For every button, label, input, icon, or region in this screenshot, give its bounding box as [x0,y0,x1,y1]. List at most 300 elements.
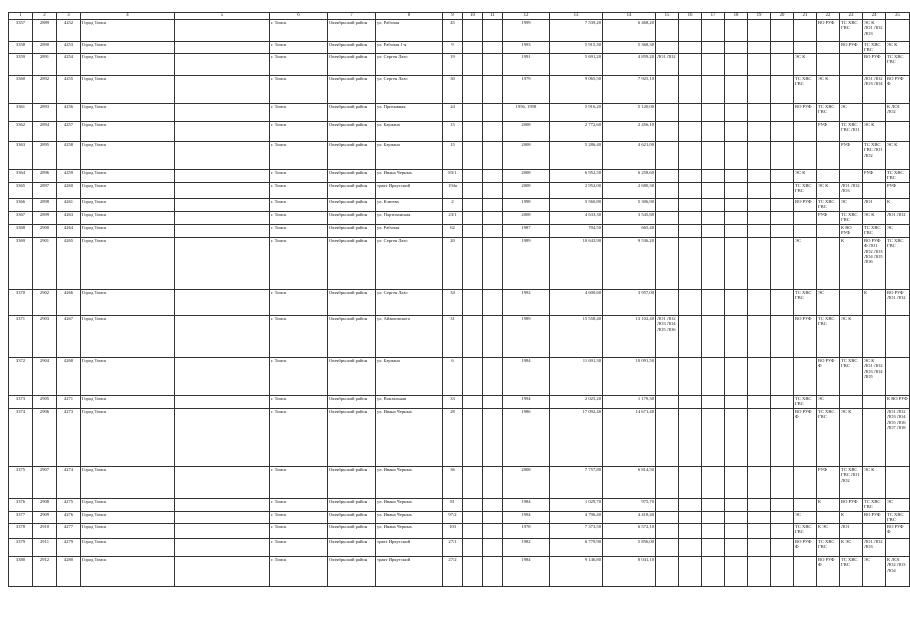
cell-col11 [483,498,503,511]
cell-col19 [748,198,771,211]
cell-blank [175,408,270,466]
column-header-24: 24 [863,13,886,20]
cell-col18 [725,75,748,103]
cell-street: ул. Рабочая [376,224,443,237]
cell-col22: ЭС [817,289,840,315]
cell-col24 [863,103,886,121]
cell-district: Октябрьский район [328,237,376,289]
cell-col18 [725,466,748,498]
cell-col18 [725,498,748,511]
cell-col15 [656,141,679,169]
cell-col15 [656,395,679,408]
cell-col10 [463,103,483,121]
cell-col16 [679,408,702,466]
cell-total-area: 2 025,20 [550,395,603,408]
cell-house-no: 33 [443,395,463,408]
cell-col25: ЭС К [886,141,910,169]
cell-col16 [679,523,702,538]
cell-record-no: 3358 [9,42,33,54]
cell-col19 [748,20,771,42]
cell-municipality: Город Томск [81,211,175,224]
cell-record-no: 3376 [9,498,33,511]
cell-build-year: 2008 [503,466,550,498]
cell-build-year: 1982 [503,538,550,556]
cell-col21: ТС ХВС ГВС [794,182,817,198]
cell-house-no: 194а [443,182,463,198]
cell-col15 [656,523,679,538]
cell-street: ул. Сергея Лазо [376,75,443,103]
cell-col19 [748,395,771,408]
cell-col15 [656,357,679,395]
cell-build-year: 1984 [503,357,550,395]
table-row [9,511,910,523]
cell-object-id: 4261 [57,198,81,211]
cell-street: тракт Иркутский [376,538,443,556]
cell-district: Октябрьский район [328,466,376,498]
cell-col21: ВО РУФ [794,315,817,357]
cell-index-no: 2912 [33,556,57,586]
cell-record-no: 3378 [9,523,33,538]
cell-col25: РУФ [886,182,910,198]
cell-col23: ЭС К [840,408,863,466]
cell-locality: г. Томск [270,315,328,357]
cell-street: ул. Сергея Лазо [376,237,443,289]
column-header-6: 6 [270,13,328,20]
cell-col18 [725,289,748,315]
cell-total-area: 2 952,00 [550,182,603,198]
cell-build-year: 1984 [503,556,550,586]
cell-col21 [794,498,817,511]
cell-district: Октябрьский район [328,498,376,511]
cell-col22 [817,237,840,289]
cell-col25 [886,315,910,357]
cell-living-area: 5 368,30 [603,42,656,54]
table-row [9,75,910,103]
cell-locality: г. Томск [270,357,328,395]
cell-col21 [794,121,817,141]
column-header-8: 8 [376,13,443,20]
cell-col11 [483,198,503,211]
cell-col19 [748,556,771,586]
cell-district: Октябрьский район [328,315,376,357]
cell-col20 [771,75,794,103]
cell-col21 [794,556,817,586]
table-row [9,141,910,169]
cell-col17 [702,121,725,141]
cell-col15: ЛО1 ЛО2 ЛО3 ЛО4 ЛО5 ЛО6 [656,315,679,357]
cell-living-area: 665,40 [603,224,656,237]
cell-col20 [771,466,794,498]
cell-locality: г. Томск [270,53,328,75]
cell-col20 [771,538,794,556]
cell-build-year: 1992 [503,289,550,315]
cell-object-id: 4271 [57,395,81,408]
cell-col19 [748,42,771,54]
cell-col10 [463,211,483,224]
cell-col11 [483,121,503,141]
cell-locality: г. Томск [270,289,328,315]
column-number-header [9,13,910,20]
cell-col23: ВО РУФ [840,42,863,54]
cell-living-area: 7 925,10 [603,75,656,103]
cell-object-id: 4264 [57,224,81,237]
cell-col17 [702,20,725,42]
cell-col19 [748,53,771,75]
cell-col18 [725,511,748,523]
cell-living-area: 975,70 [603,498,656,511]
table-row [9,20,910,42]
cell-col16 [679,511,702,523]
cell-object-id: 4266 [57,289,81,315]
cell-blank [175,511,270,523]
cell-house-no: 45 [443,20,463,42]
register-sheet [8,12,908,587]
cell-record-no: 3367 [9,211,33,224]
cell-street: ул. Сергея Лазо [376,53,443,75]
cell-col16 [679,315,702,357]
cell-municipality: Город Томск [81,237,175,289]
cell-build-year: 1984 [503,498,550,511]
cell-col21: ТС ХВС ГВС [794,289,817,315]
cell-col23: ЛО1 ЛО2 ЛО3 [840,182,863,198]
cell-col18 [725,523,748,538]
cell-index-no: 2901 [33,237,57,289]
cell-index-no: 2894 [33,121,57,141]
cell-col18 [725,211,748,224]
table-row [9,237,910,289]
table-row [9,169,910,182]
cell-index-no: 2889 [33,20,57,42]
cell-col11 [483,408,503,466]
cell-house-no: 34 [443,289,463,315]
table-row [9,538,910,556]
cell-build-year: 2008 [503,169,550,182]
cell-col18 [725,103,748,121]
cell-index-no: 2909 [33,511,57,523]
cell-record-no: 3366 [9,198,33,211]
cell-record-no: 3380 [9,556,33,586]
cell-object-id: 4256 [57,103,81,121]
cell-col19 [748,523,771,538]
cell-col20 [771,498,794,511]
cell-col17 [702,224,725,237]
cell-col23: ТС ХВС ГВС [840,211,863,224]
cell-col22: К [817,498,840,511]
cell-col17 [702,53,725,75]
cell-col10 [463,357,483,395]
cell-col24 [863,182,886,198]
cell-living-area: 4 621,00 [603,141,656,169]
cell-col24: ЭС К [863,121,886,141]
cell-municipality: Город Томск [81,357,175,395]
cell-index-no: 2891 [33,53,57,75]
cell-living-area: 3 545,80 [603,211,656,224]
cell-col22: РУФ [817,211,840,224]
cell-total-area: 15 558,40 [550,315,603,357]
cell-district: Октябрьский район [328,395,376,408]
cell-col21: ВО РУФ Ф [794,408,817,466]
cell-col16 [679,20,702,42]
cell-col17 [702,237,725,289]
cell-municipality: Город Томск [81,538,175,556]
cell-record-no: 3368 [9,224,33,237]
table-row [9,498,910,511]
cell-col10 [463,75,483,103]
cell-street: ул. Рабочая [376,20,443,42]
cell-col10 [463,498,483,511]
cell-municipality: Город Томск [81,103,175,121]
cell-district: Октябрьский район [328,121,376,141]
cell-locality: г. Томск [270,556,328,586]
cell-total-area: 4 633,30 [550,211,603,224]
cell-col15 [656,42,679,54]
cell-build-year: 2008 [503,182,550,198]
column-header-20: 20 [771,13,794,20]
cell-col23: ТС ХВС ГВС [840,556,863,586]
cell-record-no: 3373 [9,395,33,408]
column-header-15: 15 [656,13,679,20]
cell-living-area: 10 091,50 [603,357,656,395]
cell-district: Октябрьский район [328,211,376,224]
column-header-2: 2 [33,13,57,20]
cell-col23: ТС ХВС ГВС [840,20,863,42]
cell-blank [175,211,270,224]
cell-living-area: 6 258,60 [603,169,656,182]
cell-col23: РУФ [840,141,863,169]
column-header-7: 7 [328,13,376,20]
cell-locality: г. Томск [270,408,328,466]
cell-col23 [840,169,863,182]
cell-col25: К [886,198,910,211]
cell-living-area: 4 859,20 [603,53,656,75]
cell-index-no: 2907 [33,466,57,498]
column-header-22: 22 [817,13,840,20]
cell-record-no: 3374 [9,408,33,466]
cell-district: Октябрьский район [328,42,376,54]
cell-build-year: 1986 [503,408,550,466]
cell-street: ул. Призывная [376,103,443,121]
cell-col22: ТС ХВС ГВС [817,538,840,556]
cell-col17 [702,315,725,357]
cell-object-id: 4260 [57,182,81,198]
cell-col11 [483,357,503,395]
cell-index-no: 2904 [33,357,57,395]
cell-municipality: Город Томск [81,182,175,198]
cell-build-year: 1994 [503,395,550,408]
cell-col24: ТС ХВС ГВС ЛО1 ЛО2 [863,141,886,169]
cell-col22: РУФ [817,121,840,141]
cell-col11 [483,224,503,237]
cell-col10 [463,20,483,42]
cell-house-no: 97/2 [443,511,463,523]
cell-street: ул. Баумана [376,121,443,141]
cell-col25 [886,538,910,556]
cell-build-year: 2008 [503,121,550,141]
cell-col16 [679,182,702,198]
cell-col15 [656,211,679,224]
cell-municipality: Город Томск [81,498,175,511]
cell-col15 [656,121,679,141]
cell-col16 [679,395,702,408]
cell-col24: ЭС К [863,211,886,224]
cell-col17 [702,42,725,54]
cell-col24: ВО РУФ [863,53,886,75]
cell-object-id: 4257 [57,121,81,141]
cell-col23 [840,289,863,315]
cell-col21: ТС ХВС ГВС [794,75,817,103]
cell-col10 [463,53,483,75]
cell-col25: ТС ХВС ГВС [886,169,910,182]
cell-object-id: 4252 [57,20,81,42]
cell-object-id: 4268 [57,357,81,395]
cell-col22 [817,511,840,523]
cell-blank [175,289,270,315]
cell-col17 [702,395,725,408]
cell-total-area: 5 916,20 [550,103,603,121]
cell-blank [175,498,270,511]
cell-col20 [771,182,794,198]
cell-blank [175,103,270,121]
cell-municipality: Город Томск [81,556,175,586]
cell-col15 [656,182,679,198]
column-header-21: 21 [794,13,817,20]
cell-build-year: 1991 [503,53,550,75]
cell-record-no: 3361 [9,103,33,121]
cell-locality: г. Томск [270,141,328,169]
cell-street: ул. Клюева [376,198,443,211]
cell-object-id: 4275 [57,498,81,511]
cell-municipality: Город Томск [81,75,175,103]
cell-municipality: Город Томск [81,224,175,237]
cell-col16 [679,498,702,511]
cell-col10 [463,395,483,408]
cell-col11 [483,466,503,498]
table-row [9,357,910,395]
cell-col23: ЛО1 [840,523,863,538]
cell-locality: г. Томск [270,237,328,289]
cell-district: Октябрьский район [328,141,376,169]
cell-col23: ЭС [840,103,863,121]
cell-col18 [725,182,748,198]
cell-col19 [748,224,771,237]
column-header-1: 1 [9,13,33,20]
cell-col25: ТС ХВС ГВС [886,511,910,523]
cell-col11 [483,237,503,289]
cell-blank [175,182,270,198]
cell-object-id: 4253 [57,42,81,54]
cell-col25 [886,20,910,42]
cell-col10 [463,141,483,169]
cell-locality: г. Томск [270,169,328,182]
table-row [9,556,910,586]
cell-locality: г. Томск [270,42,328,54]
cell-col25: ВО РУФ ЛО1 ЛО2 [886,289,910,315]
cell-col21: ЭС К [794,169,817,182]
cell-col23: ВО РУФ [840,498,863,511]
cell-district: Октябрьский район [328,523,376,538]
cell-district: Октябрьский район [328,556,376,586]
cell-index-no: 2897 [33,182,57,198]
cell-object-id: 4276 [57,511,81,523]
cell-build-year: 1999 [503,20,550,42]
cell-col22: ТС ХВС ГВС [817,198,840,211]
cell-index-no: 2910 [33,523,57,538]
cell-living-area: 2 680,30 [603,182,656,198]
cell-col17 [702,182,725,198]
cell-house-no: 24 [443,103,463,121]
cell-col10 [463,182,483,198]
cell-index-no: 2900 [33,224,57,237]
table-row [9,103,910,121]
cell-col17 [702,523,725,538]
cell-col20 [771,357,794,395]
column-header-19: 19 [748,13,771,20]
cell-district: Октябрьский район [328,289,376,315]
cell-district: Октябрьский район [328,103,376,121]
cell-municipality: Город Томск [81,169,175,182]
cell-col22: ВО РУФ Ф [817,357,840,395]
cell-col19 [748,121,771,141]
cell-col23: К ЭС [840,538,863,556]
cell-col19 [748,511,771,523]
table-row [9,289,910,315]
cell-street: ул. Баумана [376,141,443,169]
cell-col10 [463,169,483,182]
cell-col20 [771,169,794,182]
cell-col22 [817,169,840,182]
cell-col17 [702,141,725,169]
cell-col23: ТС ХВС ГВС ЛО1 [840,121,863,141]
cell-col11 [483,511,503,523]
cell-col25 [886,121,910,141]
cell-col19 [748,538,771,556]
column-header-10: 10 [463,13,483,20]
cell-record-no: 3364 [9,169,33,182]
cell-col11 [483,289,503,315]
cell-col22 [817,53,840,75]
cell-living-area: 5 306,90 [603,198,656,211]
cell-col25: К ЛО1 ЛО2 ЛО3 ЛО4 [886,556,910,586]
column-header-17: 17 [702,13,725,20]
cell-col20 [771,42,794,54]
cell-record-no: 3372 [9,357,33,395]
cell-col11 [483,315,503,357]
cell-col24: ТС ХВС ГВС [863,42,886,54]
cell-total-area: 7 373,50 [550,523,603,538]
cell-col23 [840,395,863,408]
cell-index-no: 2905 [33,395,57,408]
cell-record-no: 3377 [9,511,33,523]
cell-col17 [702,169,725,182]
cell-col17 [702,498,725,511]
cell-house-no: 9 [443,42,463,54]
cell-record-no: 3359 [9,53,33,75]
cell-build-year: 1956, 1958 [503,103,550,121]
cell-col24: ТС ХВС ГВС [863,224,886,237]
cell-street: тракт Иркутский [376,182,443,198]
cell-col25: ЭС [886,498,910,511]
cell-col11 [483,169,503,182]
cell-house-no: 30 [443,75,463,103]
cell-build-year: 1979 [503,75,550,103]
cell-municipality: Город Томск [81,395,175,408]
cell-index-no: 2903 [33,315,57,357]
cell-house-no: 2 [443,198,463,211]
cell-house-no: 36 [443,466,463,498]
cell-col25 [886,466,910,498]
cell-col10 [463,511,483,523]
cell-col11 [483,103,503,121]
